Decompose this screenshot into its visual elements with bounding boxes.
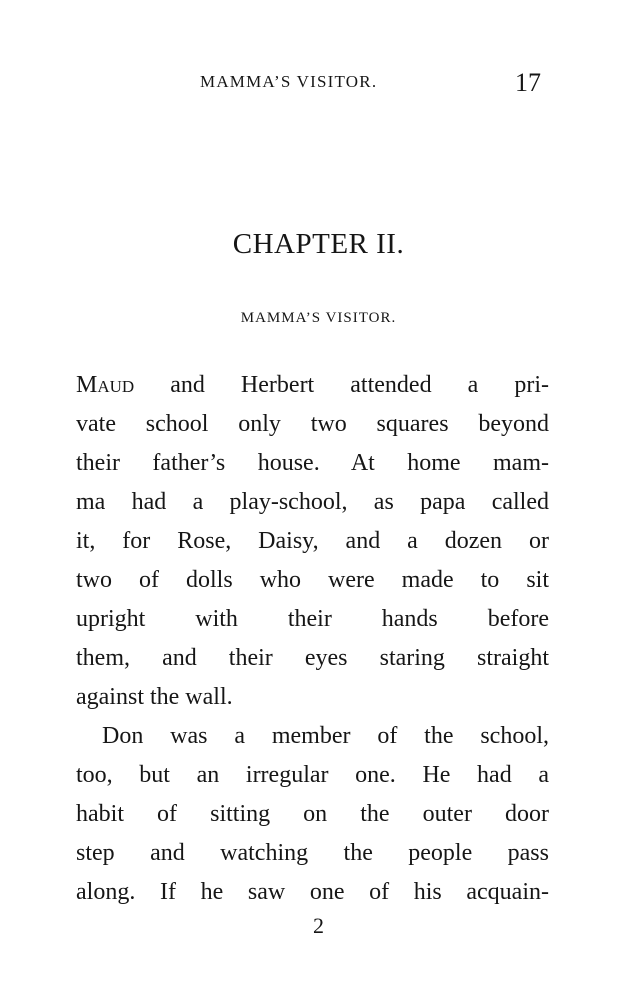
text-line: upright with their hands before bbox=[76, 606, 549, 632]
signature-mark: 2 bbox=[313, 913, 324, 938]
text-line: their father’s house. At home mam- bbox=[76, 450, 549, 476]
text-line: habit of sitting on the outer door bbox=[76, 801, 549, 827]
text-line: along. If he saw one of his acquain- bbox=[76, 879, 549, 905]
page-number: 17 bbox=[515, 68, 541, 97]
text-line: vate school only two squares beyond bbox=[76, 411, 549, 437]
text-line: too, but an irregular one. He had a bbox=[76, 762, 549, 788]
text-line: it, for Rose, Daisy, and a dozen or bbox=[76, 528, 549, 554]
body-text bbox=[76, 366, 549, 912]
text-line-content: and Herbert attended a pri- bbox=[134, 372, 549, 398]
chapter-subtitle: MAMMA’S VISITOR. bbox=[240, 310, 397, 326]
text-line: them, and their eyes staring straight bbox=[76, 645, 549, 671]
text-line: Don was a member of the school, bbox=[102, 723, 549, 749]
text-line: against the wall. bbox=[76, 684, 233, 710]
opening-word: Maud bbox=[76, 372, 135, 398]
text-line: two of dolls who were made to sit bbox=[76, 567, 549, 593]
text-line: ma had a play-school, as papa called bbox=[76, 489, 549, 515]
text-line bbox=[76, 366, 549, 405]
text-line: step and watching the people pass bbox=[76, 840, 549, 866]
running-head: MAMMA’S VISITOR. bbox=[200, 72, 378, 91]
chapter-title: CHAPTER II. bbox=[232, 228, 405, 260]
